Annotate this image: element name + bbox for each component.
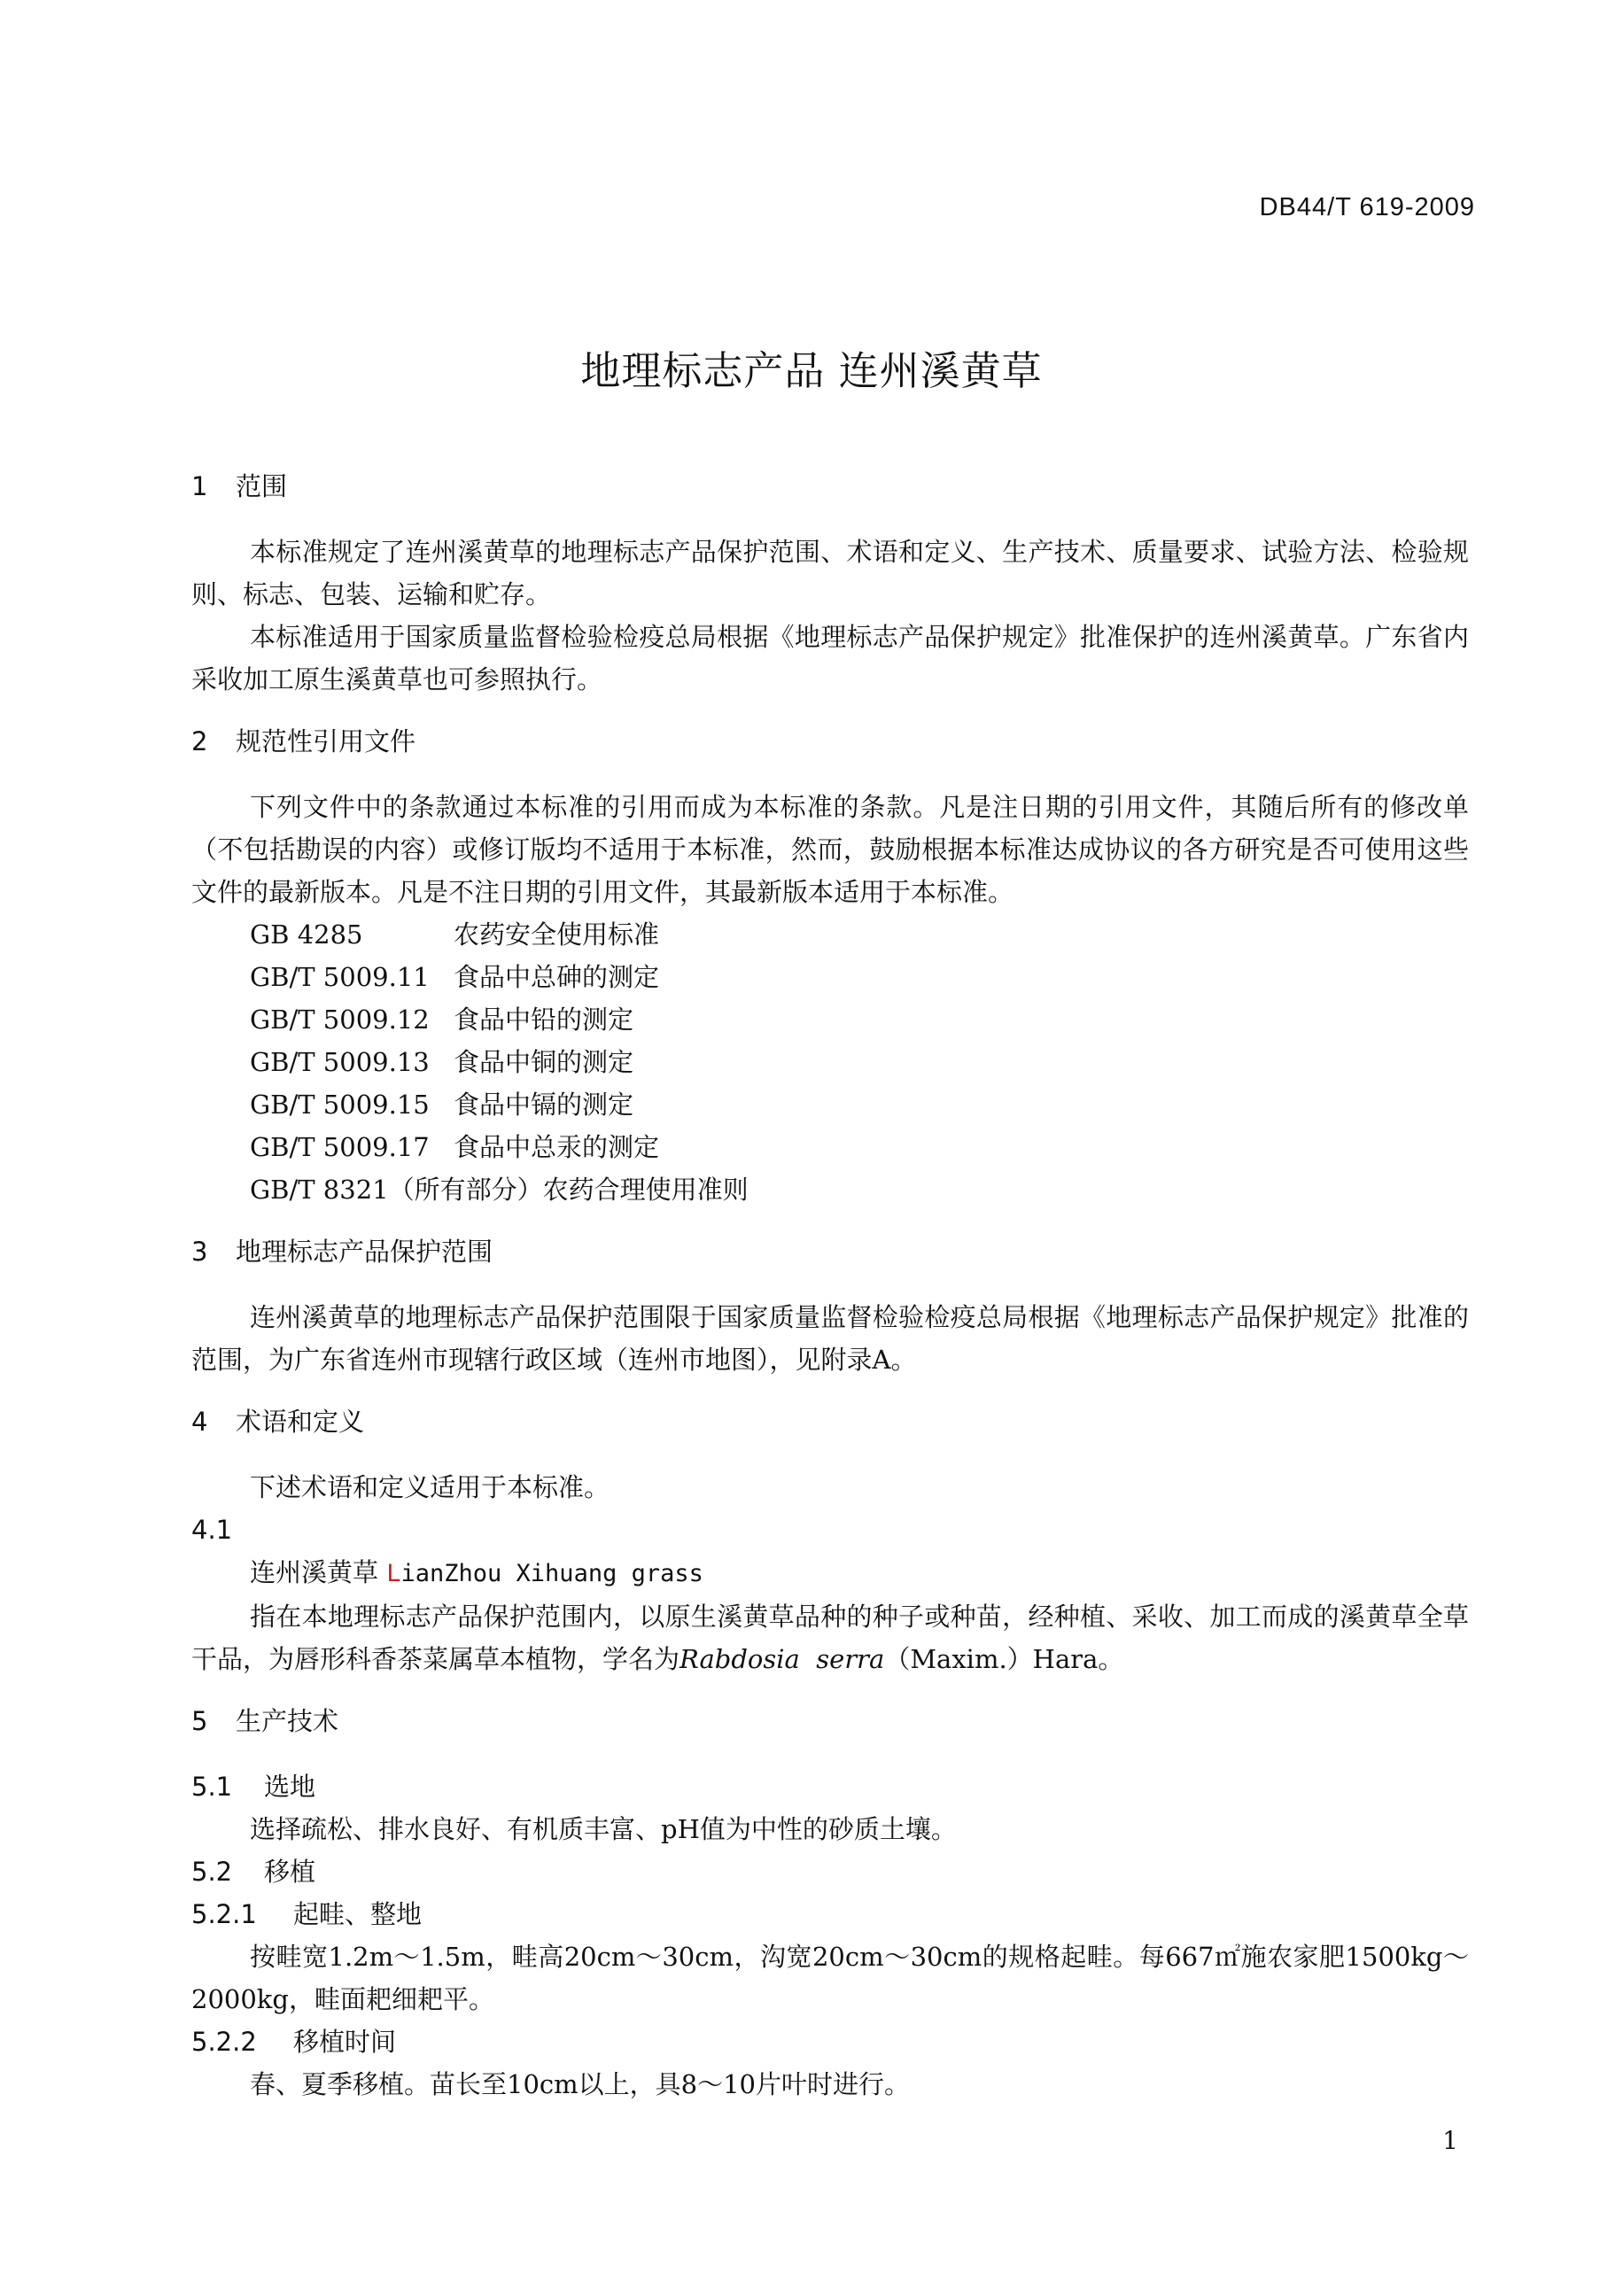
term-english bbox=[386, 1560, 703, 1587]
section-number: 1 bbox=[191, 471, 208, 501]
reference-item bbox=[191, 956, 1469, 998]
section-number: 5.2.2 bbox=[191, 2027, 257, 2057]
transplant-time-paragraph: 春、夏季移植。苗长至10cm以上，具8～10片叶时进行。 bbox=[250, 2069, 910, 2099]
reference-item bbox=[191, 1168, 1469, 1211]
reference-code: GB 4285 bbox=[250, 919, 363, 950]
subsection-heading-transplant-time bbox=[191, 2021, 1469, 2063]
section-title: 移植 bbox=[264, 1857, 316, 1887]
term-english-rest: ianZhou Xihuang grass bbox=[400, 1560, 703, 1587]
page-number: 1 bbox=[1442, 2126, 1458, 2155]
section-number: 2 bbox=[191, 726, 208, 756]
subsection-heading-site-selection bbox=[191, 1765, 1469, 1808]
section-number: 5.1 bbox=[191, 1772, 233, 1802]
scope-paragraph-1: 本标准规定了连州溪黄草的地理标志产品保护范围、术语和定义、生产技术、质量要求、试验方法、检验规则、标志、包装、运输和贮存。 bbox=[191, 537, 1469, 609]
document-body bbox=[191, 465, 1469, 2106]
section-heading-protection-scope bbox=[191, 1230, 1469, 1273]
subsection-number-4-1: 4.1 bbox=[191, 1515, 233, 1545]
reference-code: GB/T 8321（所有部分） bbox=[250, 1175, 543, 1205]
section-number: 3 bbox=[191, 1237, 208, 1267]
subsection-heading-bed-preparation bbox=[191, 1893, 1469, 1935]
latin-authority: （Maxim.）Hara。 bbox=[884, 1644, 1124, 1674]
term-definition bbox=[191, 1595, 1469, 1680]
reference-code: GB/T 5009.13 bbox=[250, 1047, 430, 1077]
section-title: 选地 bbox=[264, 1772, 316, 1802]
section-number: 4 bbox=[191, 1407, 208, 1437]
protection-scope-paragraph: 连州溪黄草的地理标志产品保护范围限于国家质量监督检验检疫总局根据《地理标志产品保护规定》批准的范围，为广东省连州市现辖行政区域（连州市地图），见附录A。 bbox=[191, 1302, 1469, 1375]
section-number: 5 bbox=[191, 1706, 208, 1736]
reference-name: 食品中总砷的测定 bbox=[454, 962, 660, 992]
reference-code: GB/T 5009.12 bbox=[250, 1004, 430, 1035]
reference-item bbox=[191, 913, 1469, 956]
section-heading-production bbox=[191, 1700, 1469, 1742]
section-heading-scope bbox=[191, 465, 1469, 508]
section-title: 术语和定义 bbox=[236, 1407, 365, 1437]
definition-text: 指在本地理标志产品保护范围内，以原生溪黄草品种的种子或种苗，经种植、采收、加工而成的溪黄草全草干品，为唇形科香茶菜属草本植物，学名为 bbox=[191, 1602, 1469, 1674]
section-number: 5.2.1 bbox=[191, 1899, 257, 1929]
reference-code: GB/T 5009.15 bbox=[250, 1090, 430, 1120]
reference-item bbox=[191, 1083, 1469, 1126]
standard-code: DB44/T 619-2009 bbox=[1259, 193, 1475, 221]
section-heading-terms bbox=[191, 1400, 1469, 1443]
reference-code: GB/T 5009.11 bbox=[250, 962, 430, 992]
references-paragraph: 下列文件中的条款通过本标准的引用而成为本标准的条款。凡是注日期的引用文件，其随后所有的修改单（不包括勘误的内容）或修订版均不适用于本标准，然而，鼓励根据本标准达成协议的各方研究是否可使用这些文件的最新版本。凡是不注日期的引用文件，其最新版本适用于本标准。 bbox=[191, 792, 1469, 907]
reference-item bbox=[191, 998, 1469, 1041]
reference-name: 农药合理使用准则 bbox=[542, 1175, 749, 1205]
term-chinese: 连州溪黄草 bbox=[250, 1557, 379, 1587]
term-entry bbox=[191, 1551, 1469, 1595]
section-title: 范围 bbox=[236, 471, 288, 501]
term-english-initial: L bbox=[386, 1560, 401, 1587]
section-title: 规范性引用文件 bbox=[236, 726, 416, 756]
reference-name: 食品中铜的测定 bbox=[454, 1047, 634, 1077]
section-title: 起畦、整地 bbox=[293, 1899, 423, 1929]
latin-name: Rabdosia serra bbox=[679, 1644, 885, 1674]
subsection-heading-transplanting bbox=[191, 1850, 1469, 1893]
document-title: 地理标志产品 连州溪黄草 bbox=[580, 347, 1043, 394]
section-title: 地理标志产品保护范围 bbox=[236, 1237, 493, 1267]
reference-name: 农药安全使用标准 bbox=[454, 919, 660, 950]
reference-code: GB/T 5009.17 bbox=[250, 1132, 430, 1162]
bed-preparation-paragraph: 按畦宽1.2m～1.5m，畦高20cm～30cm，沟宽20cm～30cm的规格起畦。每667㎡施农家肥1500kg～2000kg，畦面耙细耙平。 bbox=[191, 1942, 1469, 2014]
section-title: 生产技术 bbox=[236, 1706, 339, 1736]
reference-item bbox=[191, 1041, 1469, 1083]
section-number: 5.2 bbox=[191, 1857, 233, 1887]
reference-name: 食品中镉的测定 bbox=[454, 1090, 634, 1120]
scope-paragraph-2: 本标准适用于国家质量监督检验检疫总局根据《地理标志产品保护规定》批准保护的连州溪黄草。广东省内采收加工原生溪黄草也可参照执行。 bbox=[191, 622, 1469, 694]
reference-item bbox=[191, 1126, 1469, 1168]
reference-name: 食品中铅的测定 bbox=[454, 1004, 634, 1035]
terms-paragraph: 下述术语和定义适用于本标准。 bbox=[250, 1472, 610, 1502]
section-title: 移植时间 bbox=[293, 2027, 397, 2057]
section-heading-normative-references bbox=[191, 720, 1469, 763]
site-selection-paragraph: 选择疏松、排水良好、有机质丰富、pH值为中性的砂质土壤。 bbox=[250, 1814, 957, 1844]
reference-name: 食品中总汞的测定 bbox=[454, 1132, 660, 1162]
